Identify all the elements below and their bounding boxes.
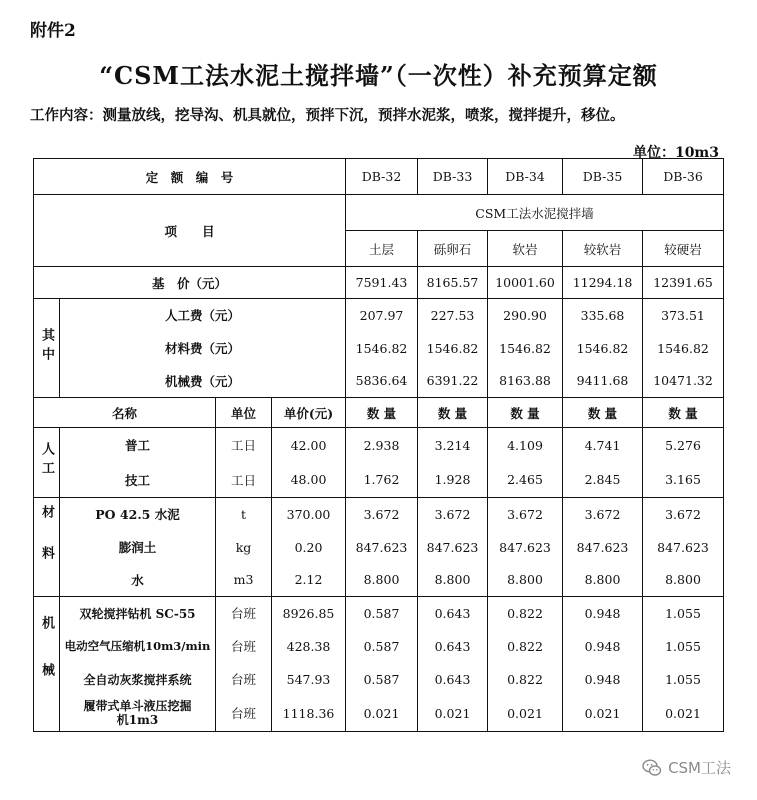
cost-cell: 10471.32 bbox=[643, 365, 724, 398]
resource-name: 普工 bbox=[60, 428, 216, 463]
resource-name: 技工 bbox=[60, 463, 216, 498]
resource-unit: 台班 bbox=[216, 597, 272, 630]
resource-name: 履带式单斗液压挖掘机1m3 bbox=[60, 696, 216, 732]
cost-cell: 207.97 bbox=[346, 299, 418, 332]
qty-cell: 1.055 bbox=[643, 663, 724, 696]
qty-cell: 1.055 bbox=[643, 597, 724, 630]
machinery-row bbox=[34, 663, 724, 696]
resource-price: 42.00 bbox=[272, 428, 346, 463]
resource-unit: m3 bbox=[216, 564, 272, 597]
material-row bbox=[34, 498, 724, 531]
method-label: CSM工法水泥搅拌墙 bbox=[346, 195, 724, 231]
soil-cell: 软岩 bbox=[488, 231, 563, 267]
resource-price: 2.12 bbox=[272, 564, 346, 597]
qty-cell: 847.623 bbox=[346, 531, 418, 564]
qty-cell: 8.800 bbox=[643, 564, 724, 597]
resource-price: 428.38 bbox=[272, 630, 346, 663]
of-which-row bbox=[34, 365, 724, 398]
cost-cell: 1546.82 bbox=[346, 332, 418, 365]
qty-cell: 3.214 bbox=[418, 428, 488, 463]
cost-label: 材料费（元） bbox=[60, 332, 346, 365]
material-group-label: 材料 bbox=[39, 504, 54, 587]
col-qty-header: 数 量 bbox=[418, 398, 488, 428]
qty-cell: 0.822 bbox=[488, 663, 563, 696]
resource-price: 0.20 bbox=[272, 531, 346, 564]
quota-table bbox=[33, 158, 724, 732]
resource-price: 370.00 bbox=[272, 498, 346, 531]
cost-cell: 1546.82 bbox=[563, 332, 643, 365]
resource-unit: 台班 bbox=[216, 696, 272, 732]
qty-cell: 2.465 bbox=[488, 463, 563, 498]
qty-cell: 3.672 bbox=[563, 498, 643, 531]
resource-price: 547.93 bbox=[272, 663, 346, 696]
soil-cell: 土层 bbox=[346, 231, 418, 267]
qty-cell: 0.587 bbox=[346, 597, 418, 630]
cost-cell: 290.90 bbox=[488, 299, 563, 332]
cost-cell: 1546.82 bbox=[643, 332, 724, 365]
base-price-row bbox=[34, 267, 724, 299]
base-price-cell: 10001.60 bbox=[488, 267, 563, 299]
of-which-group-label: 其中 bbox=[39, 327, 54, 366]
qty-cell: 3.672 bbox=[643, 498, 724, 531]
qty-cell: 0.822 bbox=[488, 630, 563, 663]
qty-cell: 8.800 bbox=[488, 564, 563, 597]
resource-unit: 工日 bbox=[216, 428, 272, 463]
qty-cell: 0.643 bbox=[418, 630, 488, 663]
qty-cell: 1.762 bbox=[346, 463, 418, 498]
resource-name: 水 bbox=[60, 564, 216, 597]
quota-no-label: 定 额 编 号 bbox=[34, 159, 346, 195]
resource-unit: 台班 bbox=[216, 663, 272, 696]
qty-cell: 8.800 bbox=[346, 564, 418, 597]
qty-cell: 1.928 bbox=[418, 463, 488, 498]
cost-cell: 373.51 bbox=[643, 299, 724, 332]
qty-cell: 5.276 bbox=[643, 428, 724, 463]
qty-cell: 0.948 bbox=[563, 663, 643, 696]
qty-cell: 0.021 bbox=[488, 696, 563, 732]
base-price-cell: 7591.43 bbox=[346, 267, 418, 299]
soil-cell: 砾卵石 bbox=[418, 231, 488, 267]
machinery-group bbox=[34, 597, 60, 732]
qty-cell: 847.623 bbox=[563, 531, 643, 564]
watermark bbox=[642, 757, 731, 778]
resource-name: 全自动灰浆搅拌系统 bbox=[60, 663, 216, 696]
machinery-row bbox=[34, 597, 724, 630]
column-header-row bbox=[34, 398, 724, 428]
qty-cell: 847.623 bbox=[488, 531, 563, 564]
labor-row bbox=[34, 463, 724, 498]
qty-cell: 8.800 bbox=[418, 564, 488, 597]
qty-cell: 3.672 bbox=[488, 498, 563, 531]
resource-name: 膨润土 bbox=[60, 531, 216, 564]
code-cell: DB-32 bbox=[346, 159, 418, 195]
work-content: 工作内容：测量放线，挖导沟、机具就位，预拌下沉，预拌水泥浆，喷浆，搅拌提升，移位。 bbox=[30, 107, 625, 124]
cost-cell: 9411.68 bbox=[563, 365, 643, 398]
resource-price: 48.00 bbox=[272, 463, 346, 498]
soil-cell: 较软岩 bbox=[563, 231, 643, 267]
col-qty-header: 数 量 bbox=[346, 398, 418, 428]
qty-cell: 0.822 bbox=[488, 597, 563, 630]
qty-cell: 8.800 bbox=[563, 564, 643, 597]
qty-cell: 2.938 bbox=[346, 428, 418, 463]
resource-unit: 工日 bbox=[216, 463, 272, 498]
qty-cell: 0.021 bbox=[418, 696, 488, 732]
document-title: “CSM工法水泥土搅拌墙”（一次性）补充预算定额 bbox=[99, 61, 658, 90]
qty-cell: 847.623 bbox=[643, 531, 724, 564]
col-qty-header: 数 量 bbox=[643, 398, 724, 428]
resource-name: 双轮搅拌钻机 SC-55 bbox=[60, 597, 216, 630]
cost-cell: 5836.64 bbox=[346, 365, 418, 398]
resource-unit: 台班 bbox=[216, 630, 272, 663]
machinery-row bbox=[34, 630, 724, 663]
machinery-group-label: 机械 bbox=[39, 615, 54, 710]
qty-cell: 0.643 bbox=[418, 663, 488, 696]
of-which-row bbox=[34, 299, 724, 332]
attachment-label: 附件2 bbox=[30, 21, 76, 41]
code-cell: DB-36 bbox=[643, 159, 724, 195]
cost-cell: 335.68 bbox=[563, 299, 643, 332]
qty-cell: 0.587 bbox=[346, 630, 418, 663]
col-unit-header: 单位 bbox=[216, 398, 272, 428]
qty-cell: 0.021 bbox=[563, 696, 643, 732]
code-cell: DB-35 bbox=[563, 159, 643, 195]
col-name-header: 名称 bbox=[34, 398, 216, 428]
qty-cell: 0.021 bbox=[643, 696, 724, 732]
material-row bbox=[34, 564, 724, 597]
code-cell: DB-34 bbox=[488, 159, 563, 195]
cost-cell: 1546.82 bbox=[418, 332, 488, 365]
header-row-codes bbox=[34, 159, 724, 195]
resource-unit: kg bbox=[216, 531, 272, 564]
cost-cell: 227.53 bbox=[418, 299, 488, 332]
cost-label: 人工费（元） bbox=[60, 299, 346, 332]
resource-name: PO 42.5 水泥 bbox=[60, 498, 216, 531]
soil-cell: 较硬岩 bbox=[643, 231, 724, 267]
resource-price: 8926.85 bbox=[272, 597, 346, 630]
code-cell: DB-33 bbox=[418, 159, 488, 195]
col-price-header: 单价(元) bbox=[272, 398, 346, 428]
machinery-row bbox=[34, 696, 724, 732]
labor-row bbox=[34, 428, 724, 463]
qty-cell: 4.741 bbox=[563, 428, 643, 463]
qty-cell: 4.109 bbox=[488, 428, 563, 463]
cost-cell: 6391.22 bbox=[418, 365, 488, 398]
qty-cell: 3.672 bbox=[346, 498, 418, 531]
qty-cell: 0.021 bbox=[346, 696, 418, 732]
cost-cell: 1546.82 bbox=[488, 332, 563, 365]
material-group bbox=[34, 498, 60, 597]
col-qty-header: 数 量 bbox=[488, 398, 563, 428]
base-price-cell: 12391.65 bbox=[643, 267, 724, 299]
qty-cell: 0.643 bbox=[418, 597, 488, 630]
base-price-label: 基 价（元） bbox=[34, 267, 346, 299]
base-price-cell: 11294.18 bbox=[563, 267, 643, 299]
material-row bbox=[34, 531, 724, 564]
qty-cell: 3.672 bbox=[418, 498, 488, 531]
of-which-group bbox=[34, 299, 60, 398]
col-qty-header: 数 量 bbox=[563, 398, 643, 428]
item-label: 项 目 bbox=[34, 195, 346, 267]
labor-group bbox=[34, 428, 60, 498]
resource-name: 电动空气压缩机10m3/min bbox=[60, 630, 216, 663]
qty-cell: 0.587 bbox=[346, 663, 418, 696]
resource-price: 1118.36 bbox=[272, 696, 346, 732]
unit-label: 单位：10m3 bbox=[632, 145, 719, 161]
qty-cell: 3.165 bbox=[643, 463, 724, 498]
of-which-row bbox=[34, 332, 724, 365]
qty-cell: 847.623 bbox=[418, 531, 488, 564]
labor-group-label: 人工 bbox=[39, 442, 54, 480]
resource-unit: t bbox=[216, 498, 272, 531]
qty-cell: 2.845 bbox=[563, 463, 643, 498]
qty-cell: 0.948 bbox=[563, 630, 643, 663]
header-row-method bbox=[34, 195, 724, 231]
qty-cell: 1.055 bbox=[643, 630, 724, 663]
base-price-cell: 8165.57 bbox=[418, 267, 488, 299]
cost-label: 机械费（元） bbox=[60, 365, 346, 398]
watermark-text: CSM工法 bbox=[668, 759, 731, 777]
cost-cell: 8163.88 bbox=[488, 365, 563, 398]
qty-cell: 0.948 bbox=[563, 597, 643, 630]
wechat-icon bbox=[642, 758, 662, 778]
